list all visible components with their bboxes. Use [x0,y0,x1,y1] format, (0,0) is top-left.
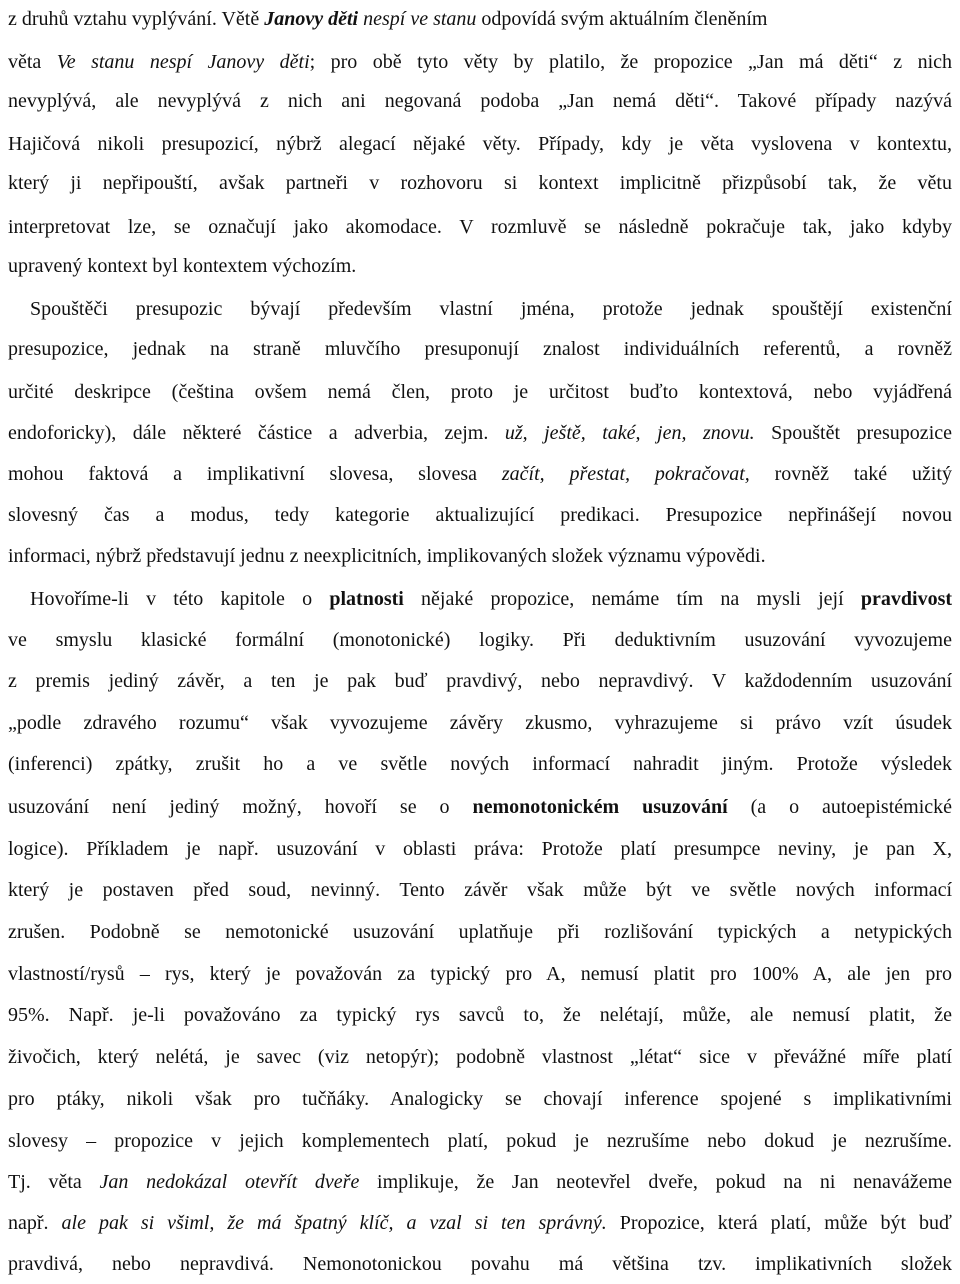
text-segment: usuzování není jediný možný, hovoří se o [8,796,473,818]
text-line [8,875,952,905]
italic-text: ale pak si všiml, že má špatný klíč, a vzal si ten správný. [61,1212,607,1234]
text-segment: rovněž také užitý [749,463,952,485]
text-segment: 95%. Např. je-li považováno za typický rys savců to, že nelétají, může, ale nemusí platit, že [8,1004,952,1026]
text-segment: nějaké propozice, nemáme tím na mysli její [403,588,861,610]
text-line [8,1000,952,1030]
text-line [8,749,952,779]
text-segment: logice). Příkladem je např. usuzování v oblasti práva: Protože platí presumpce neviny, je pan X, [8,838,952,860]
text-segment: Propozice, která platí, může být buď [606,1212,952,1234]
text-segment: nevyplývá, ale nevyplývá z nich ani negovaná podoba „Jan nemá děti“. Takové případy nazývá [8,90,952,112]
text-segment: (a o autoepistémické [727,796,953,818]
italic-text: už, ještě, také, jen, znovu. [504,422,755,444]
text-segment: věta [8,51,57,73]
text-line [8,168,952,198]
text-line [8,666,952,696]
text-segment: Hovoříme-li v této kapitole o [30,588,330,610]
text-line [8,1208,952,1238]
text-line [8,459,952,489]
text-segment: např. [8,1212,62,1234]
text-line [8,212,952,242]
text-segment: ve smyslu klasické formální (monotonické) logiky. Při deduktivním usuzování vyvozujeme [8,629,952,651]
text-segment: pro ptáky, nikoli však pro tučňáky. Analogicky se chovají inference spojené s implikativními [8,1088,952,1110]
text-line [8,1249,952,1279]
text-line [30,584,952,614]
text-line [8,1084,952,1114]
text-line [8,708,952,738]
text-line [8,959,952,989]
italic-text: Ve stanu nespí Janovy děti [56,51,310,73]
text-line [8,47,952,77]
text-segment: který ji nepřipouští, avšak partneři v rozhovoru si kontext implicitně přizpůsobí tak, že větu [8,172,952,194]
text-segment: informaci, nýbrž představují jednu z neexplicitních, implikovaných složek významu výpovědi. [8,545,766,567]
text-line [8,334,952,364]
text-segment: Spouštěči presupozic bývají především vlastní jména, protože jednak spouštějí existenční [30,298,952,320]
italic-text: nespí ve stanu [358,8,477,30]
text-segment: Tj. věta [8,1171,100,1193]
italic-text: Jan nedokázal otevřít dveře [99,1171,360,1193]
italic-text: začít, přestat, pokračovat, [501,463,750,485]
text-line [8,377,952,407]
text-segment: slovesný čas a modus, tedy kategorie aktualizující predikaci. Presupozice nepřinášejí novou [8,504,952,526]
text-segment: (inferenci) zpátky, zrušit ho a ve světle nových informací nahradit jiným. Protože výsledek [8,753,952,775]
text-segment: živočich, který nelétá, je savec (viz netopýr); podobně vlastnost „létat“ sice v převážné míře platí [8,1046,952,1068]
text-segment: zrušen. Podobně se nemotonické usuzování uplatňuje při rozlišování typických a netypických [8,921,952,943]
bold-term: platnosti [329,588,404,610]
bold-term: nemonotonickém usuzování [472,796,728,818]
text-segment: ; pro obě tyto věty by platilo, že propozice „Jan má děti“ z nich [309,51,953,73]
text-segment: pravdivá, nebo nepravdivá. Nemonotonickou povahu má většina tzv. implikativních složek [8,1253,952,1275]
text-line [8,86,952,116]
text-line [8,1167,952,1197]
text-segment: z premis jediný závěr, a ten je pak buď pravdivý, nebo nepravdivý. V každodenním usuzování [8,670,952,692]
text-segment: mohou faktová a implikativní slovesa, slovesa [8,463,502,485]
text-line [8,834,952,864]
text-segment: implikuje, že Jan neotevřel dveře, pokud na ni nenavážeme [359,1171,953,1193]
text-segment: odpovídá svým aktuálním členěním [476,8,768,30]
text-line [8,129,952,159]
text-segment: Hajičová nikoli presupozicí, nýbrž alegací nějaké věty. Případy, kdy je věta vyslovena v kontextu, [8,133,952,155]
text-line [8,1126,952,1156]
text-line [8,625,952,655]
text-line [8,541,952,571]
text-segment: endoforicky), dále některé částice a adverbia, zejm. [8,422,505,444]
text-segment: slovesy – propozice v jejich komplementech platí, pokud je nezrušíme nebo dokud je nezrušíme. [8,1130,952,1152]
text-line [8,792,952,822]
italic-text: Janovy děti [264,8,359,30]
text-segment: interpretovat lze, se označují jako akomodace. V rozmluvě se následně pokračuje tak, jako kdyby [8,216,952,238]
text-segment: presupozice, jednak na straně mluvčího presuponují znalost individuálních referentů, a rovněž [8,338,952,360]
text-segment: z druhů vztahu vyplývání. Větě [8,8,265,30]
bold-term: pravdivost [860,588,953,610]
text-line [8,251,952,281]
text-line [8,418,952,448]
text-line [8,917,952,947]
text-segment: upravený kontext byl kontextem výchozím. [8,255,357,277]
text-segment: určité deskripce (čeština ovšem nemá člen, proto je určitost buďto kontextová, nebo vyjádřená [8,381,952,403]
text-segment: Spouštět presupozice [754,422,952,444]
text-line [30,294,952,324]
text-segment: „podle zdravého rozumu“ však vyvozujeme závěry zkusmo, vyhrazujeme si právo vzít úsudek [8,712,952,734]
text-segment: který je postaven před soud, nevinný. Tento závěr však může být ve světle nových informací [8,879,952,901]
text-line [8,4,952,34]
text-line [8,500,952,530]
text-segment: vlastností/rysů – rys, který je považován za typický pro A, nemusí platit pro 100% A, ale jen pro [8,963,952,985]
text-line [8,1042,952,1072]
